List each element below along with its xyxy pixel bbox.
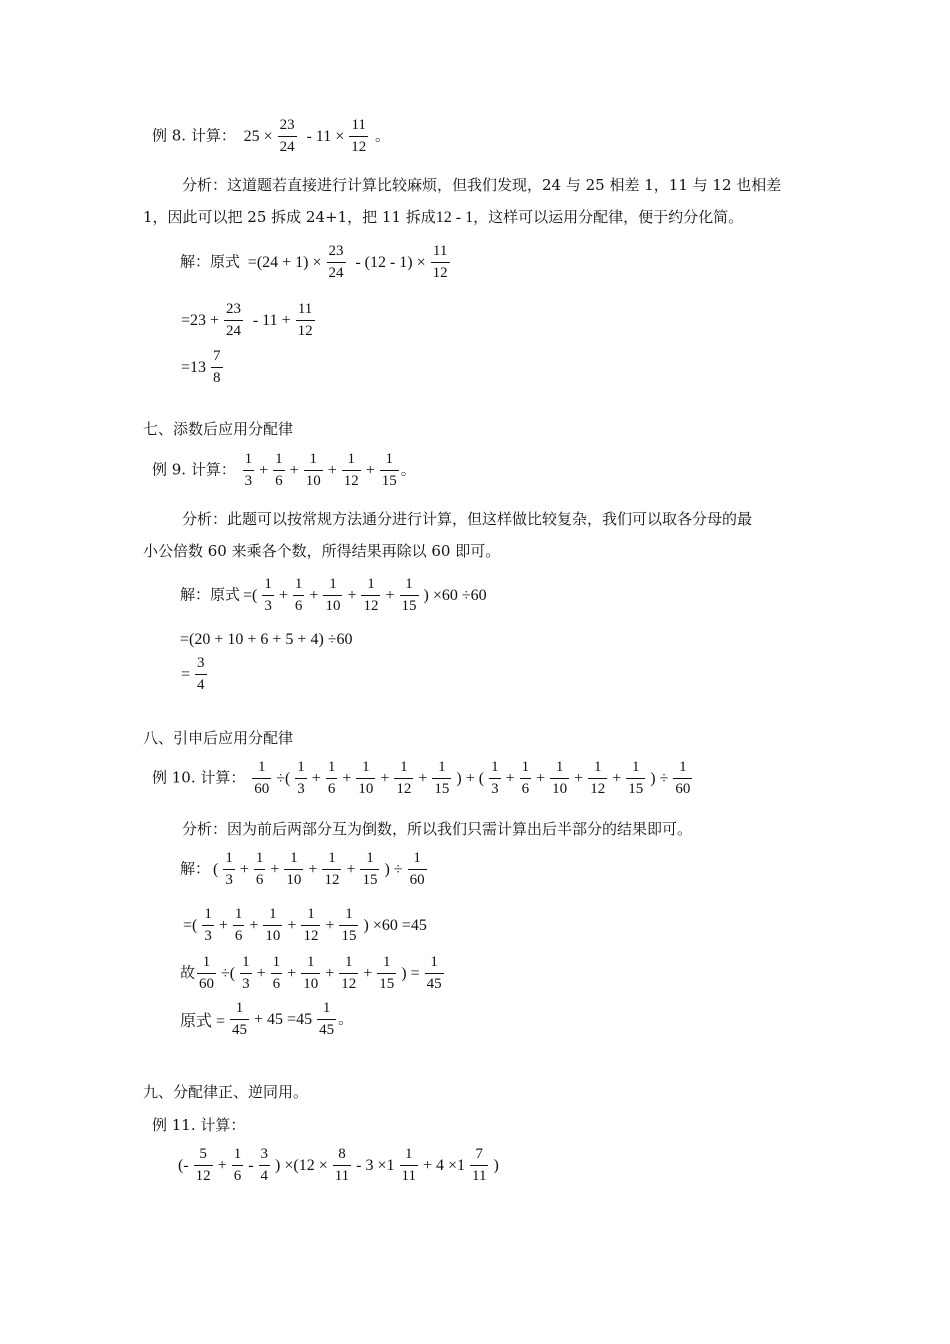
fraction: $\frac{1}{3}$ bbox=[491, 759, 499, 797]
fraction: $\frac{1}{10}$ bbox=[325, 576, 341, 614]
fraction: $\frac{1}{10}$ bbox=[305, 451, 321, 489]
fraction: $\frac{1}{12}$ bbox=[590, 759, 606, 797]
plus-sign: + bbox=[259, 461, 269, 479]
math-term: 25 × bbox=[243, 127, 273, 145]
plus-sign: + bbox=[325, 916, 335, 934]
plus-sign: + bbox=[218, 916, 228, 934]
fraction: $\frac{5}{12}$ bbox=[195, 1146, 211, 1184]
math-term: ) ×(12 × bbox=[275, 1156, 328, 1174]
plus-sign: + bbox=[327, 461, 337, 479]
fraction: $\frac{1}{6}$ bbox=[255, 850, 264, 888]
example-label: 例 8. 计算： bbox=[152, 126, 236, 145]
plus-sign: + bbox=[365, 461, 375, 479]
example-label: 例 10. 计算： bbox=[152, 768, 246, 787]
math-term: + 4 ×1 bbox=[422, 1156, 466, 1174]
plus-sign: + bbox=[325, 964, 335, 982]
fraction: $\frac{3}{4}$ bbox=[197, 655, 205, 693]
plus-sign: + bbox=[249, 916, 259, 934]
fraction: $\frac{8}{11}$ bbox=[334, 1146, 350, 1184]
fraction: $\frac{11}{12}$ bbox=[432, 243, 448, 281]
math-term: = bbox=[181, 665, 191, 683]
fraction: $\frac{1}{12}$ bbox=[343, 451, 359, 489]
period: 。 bbox=[375, 126, 391, 145]
example-10-solution-2 bbox=[180, 907, 430, 944]
math-term: ) + ( bbox=[456, 769, 485, 787]
fraction: $\frac{1}{10}$ bbox=[358, 759, 374, 797]
math-term: =( bbox=[183, 916, 198, 934]
plus-sign: + bbox=[308, 860, 318, 878]
fraction: $\frac{1}{60}$ bbox=[254, 759, 270, 797]
fraction: $\frac{1}{6}$ bbox=[234, 906, 243, 944]
fraction: $\frac{23}{24}$ bbox=[328, 243, 344, 281]
fraction: $\frac{1}{3}$ bbox=[225, 850, 233, 888]
fraction: $\frac{23}{24}$ bbox=[226, 301, 242, 339]
fraction: $\frac{1}{12}$ bbox=[341, 954, 357, 992]
fraction: $\frac{1}{6}$ bbox=[521, 759, 530, 797]
plus-sign: + bbox=[287, 916, 297, 934]
plus-sign: + bbox=[287, 964, 297, 982]
conclusion-label: 故 bbox=[180, 963, 196, 982]
fraction: $\frac{1}{12}$ bbox=[324, 850, 340, 888]
solution-label: 解： bbox=[180, 859, 211, 878]
plus-sign: + bbox=[256, 964, 266, 982]
fraction: $\frac{1}{10}$ bbox=[303, 954, 319, 992]
fraction: $\frac{7}{11}$ bbox=[472, 1146, 487, 1184]
fraction: $\frac{1}{6}$ bbox=[294, 576, 303, 614]
fraction: $\frac{1}{6}$ bbox=[327, 759, 336, 797]
fraction: $\frac{1}{11}$ bbox=[401, 1146, 416, 1184]
math-term: 原式 = bbox=[180, 1013, 226, 1030]
math-term: + 45 =45 bbox=[254, 1010, 313, 1028]
example-9-solution-2: =(20 + 10 + 6 + 5 + 4) ÷60 bbox=[180, 631, 353, 648]
fraction: $\frac{1}{15}$ bbox=[379, 954, 395, 992]
plus-sign: + bbox=[505, 769, 515, 787]
inline-math: 12 - 1 bbox=[435, 209, 474, 226]
fraction: $\frac{1}{45}$ bbox=[426, 954, 442, 992]
plus-sign: + bbox=[342, 769, 352, 787]
math-term: ) = bbox=[401, 964, 420, 982]
example-11-label: 例 11. 计算： bbox=[152, 1116, 246, 1134]
plus-sign: + bbox=[385, 586, 395, 604]
fraction: $\frac{1}{3}$ bbox=[204, 906, 212, 944]
math-term: ÷( bbox=[221, 964, 236, 982]
example-9-analysis-line-2: 小公倍数 60 来乘各个数，所得结果再除以 60 即可。 bbox=[143, 542, 501, 560]
analysis-text: ，这样可以运用分配律，便于约分化简。 bbox=[473, 208, 744, 226]
example-10-analysis: 分析：因为前后两部分互为倒数，所以我们只需计算出后半部分的结果即可。 bbox=[182, 820, 693, 838]
example-9-analysis-line-1: 分析：此题可以按常规方法通分进行计算，但这样做比较复杂，我们可以取各分母的最 bbox=[182, 510, 753, 528]
example-8-analysis-line-2 bbox=[143, 206, 743, 227]
fraction: $\frac{1}{3}$ bbox=[244, 451, 253, 489]
fraction: $\frac{1}{45}$ bbox=[319, 1000, 335, 1038]
math-term: ) ×60 ÷60 bbox=[423, 586, 487, 604]
example-10-problem bbox=[152, 760, 694, 797]
math-term: (- bbox=[178, 1156, 189, 1174]
fraction: $\frac{3}{4}$ bbox=[260, 1146, 269, 1184]
fraction: $\frac{11}{12}$ bbox=[297, 301, 313, 339]
fraction: $\frac{1}{12}$ bbox=[396, 759, 412, 797]
plus-sign: + bbox=[217, 1156, 227, 1174]
example-label: 例 9. 计算： bbox=[152, 460, 236, 479]
math-term: - 11 + bbox=[252, 311, 291, 329]
plus-sign: + bbox=[363, 964, 373, 982]
fraction: $\frac{1}{15}$ bbox=[381, 451, 397, 489]
example-8-problem bbox=[152, 118, 390, 155]
plus-sign: + bbox=[418, 769, 428, 787]
fraction: $\frac{11}{12}$ bbox=[351, 117, 367, 155]
fraction: $\frac{1}{15}$ bbox=[401, 576, 417, 614]
fraction: $\frac{1}{15}$ bbox=[362, 850, 378, 888]
plus-sign: + bbox=[309, 586, 319, 604]
math-term: ) bbox=[493, 1156, 499, 1174]
math-term: ( bbox=[213, 860, 219, 878]
math-term: ) ÷ bbox=[650, 769, 669, 787]
math-term: - (12 - 1) × bbox=[355, 253, 426, 271]
fraction: $\frac{1}{6}$ bbox=[233, 1146, 242, 1184]
solution-label: 解：原式 bbox=[180, 585, 241, 604]
fraction: $\frac{1}{60}$ bbox=[199, 954, 215, 992]
fraction: $\frac{1}{15}$ bbox=[434, 759, 450, 797]
example-9-solution-3 bbox=[178, 656, 209, 693]
example-10-solution-4 bbox=[180, 1001, 353, 1038]
example-10-solution-3 bbox=[180, 955, 446, 992]
section-7-heading: 七、添数后应用分配律 bbox=[143, 420, 294, 438]
math-term: ) ×60 =45 bbox=[363, 916, 427, 934]
fraction: $\frac{1}{6}$ bbox=[272, 954, 281, 992]
math-term: =( bbox=[243, 586, 258, 604]
fraction: $\frac{1}{15}$ bbox=[341, 906, 357, 944]
math-term: =13 bbox=[181, 358, 207, 376]
fraction: $\frac{1}{3}$ bbox=[297, 759, 305, 797]
period: 。 bbox=[338, 1009, 354, 1028]
plus-sign: + bbox=[270, 860, 280, 878]
fraction: $\frac{1}{3}$ bbox=[242, 954, 250, 992]
plus-sign: + bbox=[346, 860, 356, 878]
fraction: $\frac{1}{10}$ bbox=[286, 850, 302, 888]
fraction: $\frac{1}{45}$ bbox=[232, 1000, 248, 1038]
fraction: $\frac{1}{10}$ bbox=[265, 906, 281, 944]
math-term: =(24 + 1) × bbox=[247, 253, 322, 271]
plus-sign: + bbox=[278, 586, 288, 604]
example-8-solution-2 bbox=[178, 302, 317, 339]
section-8-heading: 八、引申后应用分配律 bbox=[143, 729, 294, 747]
math-term: - 3 ×1 bbox=[356, 1156, 395, 1174]
math-term: - 11 × bbox=[306, 127, 345, 145]
period: 。 bbox=[400, 460, 416, 479]
math-term: ) ÷ bbox=[384, 860, 403, 878]
analysis-text: 1，因此可以把 25 拆成 24+1，把 11 拆成 bbox=[143, 208, 436, 226]
example-10-solution-1 bbox=[180, 851, 429, 888]
example-8-solution-1 bbox=[180, 244, 452, 281]
plus-sign: + bbox=[347, 586, 357, 604]
plus-sign: + bbox=[612, 769, 622, 787]
fraction: $\frac{23}{24}$ bbox=[279, 117, 295, 155]
fraction: $\frac{7}{8}$ bbox=[213, 348, 221, 386]
plus-sign: + bbox=[380, 769, 390, 787]
plus-sign: + bbox=[536, 769, 546, 787]
fraction: $\frac{1}{12}$ bbox=[363, 576, 379, 614]
minus-sign: - bbox=[248, 1156, 254, 1174]
solution-label: 解：原式 bbox=[180, 252, 241, 271]
fraction: $\frac{1}{15}$ bbox=[628, 759, 644, 797]
math-term: ÷( bbox=[276, 769, 291, 787]
fraction: $\frac{1}{10}$ bbox=[552, 759, 568, 797]
example-9-problem bbox=[152, 452, 416, 489]
fraction: $\frac{1}{60}$ bbox=[675, 759, 691, 797]
plus-sign: + bbox=[574, 769, 584, 787]
fraction: $\frac{1}{12}$ bbox=[303, 906, 319, 944]
math-term: =23 + bbox=[181, 311, 220, 329]
example-11-expression bbox=[178, 1147, 502, 1184]
analysis-text: 分析：这道题若直接进行计算比较麻烦，但我们发现，24 与 25 相差 1，11 与 12 也相差 bbox=[182, 176, 782, 194]
fraction: $\frac{1}{60}$ bbox=[409, 850, 425, 888]
example-8-analysis-line-1 bbox=[182, 174, 781, 195]
example-8-solution-3 bbox=[178, 349, 225, 386]
fraction: $\frac{1}{6}$ bbox=[275, 451, 283, 489]
plus-sign: + bbox=[239, 860, 249, 878]
plus-sign: + bbox=[289, 461, 299, 479]
example-9-solution-1 bbox=[180, 577, 490, 614]
fraction: $\frac{1}{3}$ bbox=[264, 576, 272, 614]
section-9-heading: 九、分配律正、逆同用。 bbox=[143, 1083, 309, 1101]
plus-sign: + bbox=[311, 769, 321, 787]
